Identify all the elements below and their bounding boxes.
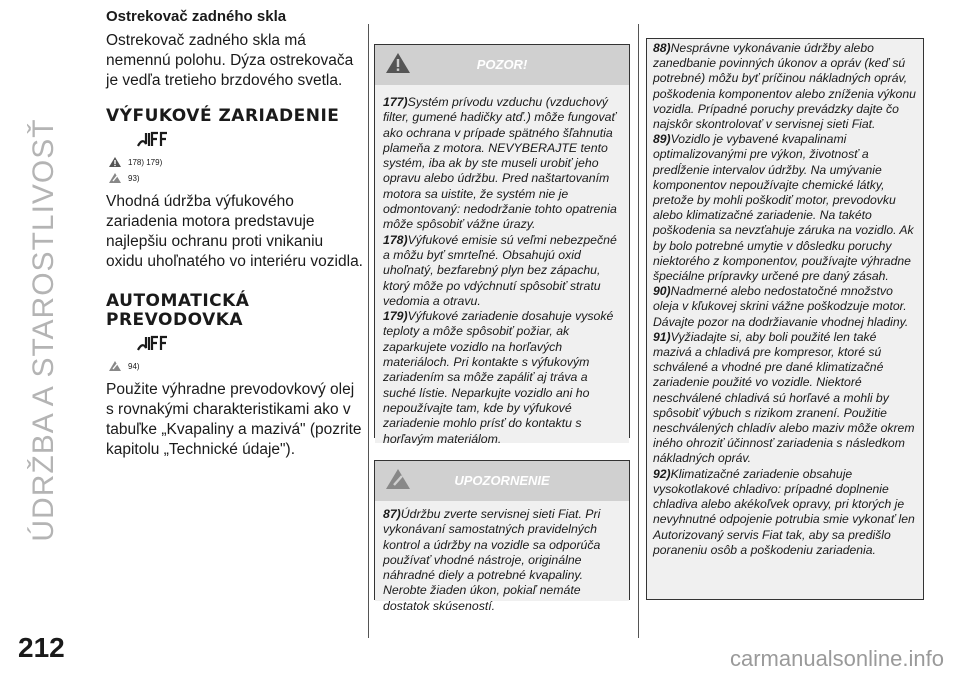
rear-washer-text: Ostrekovač zadného skla má nemennú polohu. Dýza ostrekovača je vedľa tretieho brzdového svetla. <box>106 32 354 89</box>
list-item: 88)Nesprávne vykonávanie údržby alebo zanedbanie povinných úkonov a opráv (keď sú potrebné) môžu byť príčinou nákladných opráv, poškodenia komponentov alebo zníženia výkonu vozidla. Prípadné poruchy prevádzky dajte čo najskôr skontrolovať v servisnej sieti Fiat. <box>653 41 916 132</box>
note-refs-transmission <box>108 360 364 372</box>
pozor-header <box>375 45 629 85</box>
caution-triangle-icon <box>108 360 122 372</box>
note-refs-exhaust <box>108 172 364 184</box>
list-item: 179)Výfukové zariadenie dosahuje vysoké teploty a môže spôsobiť požiar, ak zaparkujete vozidlo na horľavých materiáloch. Pri kontakte s výfukovým zariadením sa môže zapáliť aj tráva a suché lístie. Neparkujte vozidlo ani ho nepoužívajte tam, kde by výfukové zariadenie mohlo prísť do kontaktu s horľavým materiálom. <box>383 309 614 446</box>
list-item: 177)Systém prívodu vzduchu (vzduchový filter, gumené hadičky atď.) môže fungovať ako ochrana v prípade spätného šľahnutia plameňa z motora. NEVYBERAJTE tento systém, iba ak by ste museli urobiť jeho opravu alebo údržbu. Pred naštartovaním motora sa uistite, že systém nie je odmontovaný: nedodržanie tohto opatrenia môže spôsobiť vážne úrazy. <box>383 95 617 232</box>
list-item: 178)Výfukové emisie sú veľmi nebezpečné a môžu byť smrteľné. Obsahujú oxid uhoľnatý, bezfarebný plyn bez zápachu, ktorý môže po vdýchnutí spôsobiť stratu vedomia a otravu. <box>383 232 617 308</box>
section-heading-transmission: AUTOMATICKÁ PREVODOVKA <box>106 291 250 330</box>
watermark: carmanualsonline.info <box>729 646 944 671</box>
pozor-warning-box <box>374 44 630 446</box>
ref-numbers: 93) <box>128 173 140 183</box>
upozornenie-header <box>375 461 629 501</box>
right-body <box>647 39 923 560</box>
transmission-text: Použite výhradne prevodovkový olej s rovnakými charakteristikami ako v tabuľke „Kvapaliny a mazivá" (pozrite kapitolu „Technické údaje"). <box>106 381 362 458</box>
upozornenie-continued-box <box>646 38 924 600</box>
pozor-title: POZOR! <box>476 57 528 72</box>
service-book-icon <box>136 334 170 352</box>
warning-triangle-icon <box>108 156 122 168</box>
pozor-body <box>375 85 629 446</box>
caution-triangle-icon <box>108 172 122 184</box>
page-number: 212 <box>18 632 65 663</box>
exhaust-text: Vhodná údržba výfukového zariadenia motora predstavuje najlepšiu ochranu proti vnikaniu oxidu uhoľnatého vo interiéru vozidla. <box>106 193 363 270</box>
list-item: 90)Nadmerné alebo nedostatočné množstvo oleja v kľukovej skrini vážne poškodzuje motor. Dávajte pozor na dodržiavanie vhodnej hladiny. <box>653 284 909 329</box>
list-item: 92)Klimatizačné zariadenie obsahuje vysokotlakové chladivo: prípadné doplnenie chladiva alebo akékoľvek opravy, pri ktorých je nevyhnutné odpojenie potrubia smie vykonať len Autorizovaný servis Fiat tak, aby sa predišlo poraneniu osôb a poškodeniu zariadenia. <box>653 466 915 557</box>
left-column <box>106 8 364 460</box>
ref-numbers: 178) 179) <box>128 157 163 167</box>
column-divider <box>638 24 639 638</box>
service-book-icon <box>136 130 170 148</box>
ref-numbers: 94) <box>128 361 140 371</box>
column-divider <box>368 24 369 638</box>
upozornenie-body <box>375 501 629 613</box>
upozornenie-title: UPOZORNENIE <box>454 473 550 488</box>
list-item: 91)Vyžiadajte si, aby boli použité len také mazivá a chladivá pre kompresor, ktoré sú schválené a vhodné pre dané klimatizačné zariadenie použité vo vozidle. Niektoré neschválené chladivá sú horľavé a mohli by spôsobiť výbuch s rizikom zranení. Použitie neschválených chladív alebo maziv môže okrem iného ohroziť účinnosť zariadenia s následkom nákladných opráv. <box>653 329 915 466</box>
section-heading-exhaust: VÝFUKOVÉ ZARIADENIE <box>106 106 340 126</box>
warning-refs-exhaust <box>108 156 364 168</box>
section-heading-rear-washer: Ostrekovač zadného skla <box>106 8 287 25</box>
list-item: 87)Údržbu zverte servisnej sieti Fiat. Pri vykonávaní samostatných pravidelných kontrol a údržby na vozidle sa odporúča používať vhodné nástroje, originálne náhradné diely a potrebné kvapaliny. Nerobte žiaden úkon, pokiaľ nemáte dostatok skúseností. <box>383 507 601 613</box>
upozornenie-note-box <box>374 460 630 613</box>
list-item: 89)Vozidlo je vybavené kvapalinami optimalizovanými pre výkon, životnosť a predĺženie intervalov údržby. Na umývanie komponentov nepoužívajte chemické látky, pretože by mohli poškodiť motor, prevodovku alebo klimatizačné zariadenie. Na takéto poškodenia sa nevzťahuje záruka na vozidlo. Ak by bolo potrebné umytie v dôsledku poruchy niektorého z komponentov, používajte výhradne špeciálne prípravky určené pre daný zásah. <box>653 132 914 284</box>
